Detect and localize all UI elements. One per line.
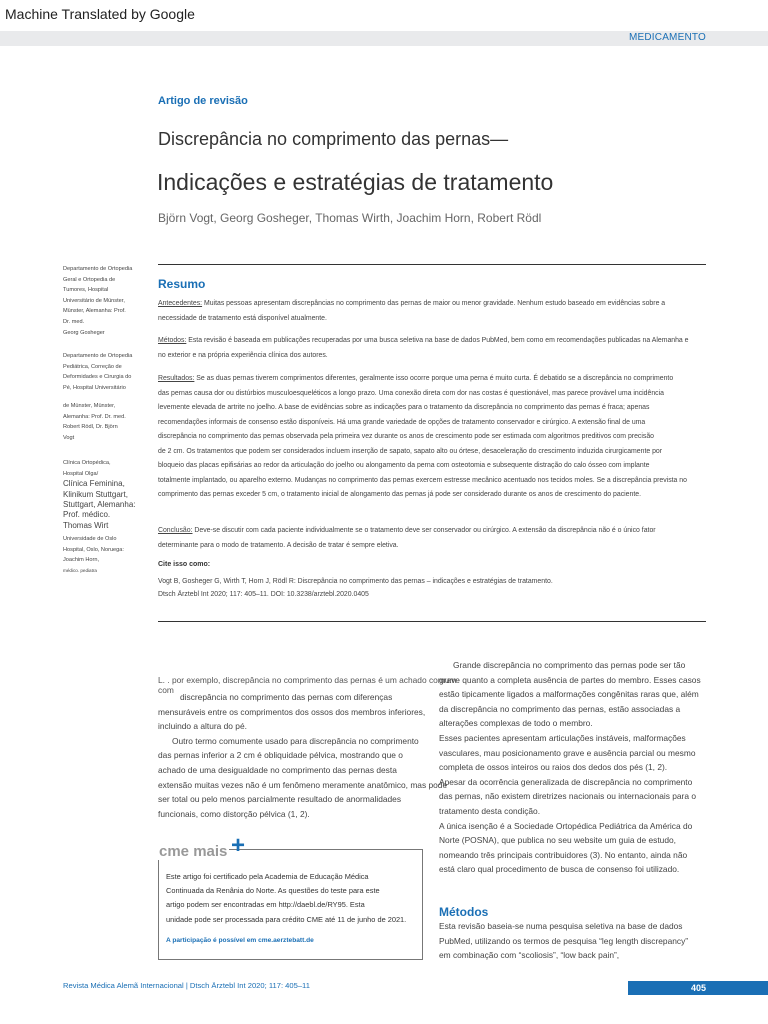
authors: Björn Vogt, Georg Gosheger, Thomas Wirth, Joachim Horn, Robert Rödl [158, 211, 542, 225]
affiliation-line: Vogt [63, 434, 75, 441]
body-line: alterações complexas de todo o membro. [439, 718, 593, 729]
abstract-line: no exterior e na própria experiência clínica dos autores. [158, 351, 328, 359]
divider-top [158, 264, 706, 265]
title-line-2: Indicações e estratégias de tratamento [157, 169, 554, 195]
body-line: vasculares, mau posicionamento grave e ausência parcial ou mesmo [439, 747, 696, 758]
body-line: funcionais, como distorção pélvica (1, 2). [158, 808, 310, 819]
cite-heading: Cite isso como: [158, 561, 211, 568]
body-line: mensuráveis entre os comprimentos dos ossos dos membros inferiores, [158, 706, 426, 717]
body-line: achado de uma desigualdade no comprimento das pernas desta [158, 764, 397, 775]
affiliation-line: médico. pediatra [63, 567, 97, 573]
section-tag: MEDICAMENTO [628, 32, 706, 43]
abstract-line: bloqueio das placas epifisárias ao redor da articulação do joelho ou alongamento da perna com osteotomia e subsequente distração do calo ósseo com implante [158, 462, 650, 469]
body-line: completa de ossos inteiros ou raios dos dedos dos pés (1, 2). [439, 762, 668, 773]
body-line: ser total ou pelo menos parcialmente resultado de anormalidades [158, 794, 402, 805]
affiliation-1 [63, 264, 143, 338]
affiliation-3 [63, 401, 143, 443]
affiliation-line: Klinikum Stuttgart, [63, 489, 128, 499]
results-label: Resultados: [158, 375, 195, 382]
abstract-line: recomendações informais de consenso estão disponíveis. Há uma grande variedade de opções de tratamento conservador e cirúrgico. A extensão final de uma [158, 418, 646, 426]
affiliation-line: Geral e Ortopedia de [63, 276, 116, 283]
body-line: A única isenção é a Sociedade Ortopédica Pediátrica da América do [439, 820, 693, 831]
affiliation-line: Dr. med. [63, 318, 85, 325]
affiliation-line: Stuttgart, Alemanha: [63, 500, 136, 509]
body-line: tratamento desta condição. [439, 805, 541, 816]
methods-text [439, 919, 721, 963]
body-line: das pernas inferior a 2 cm é obliquidade pélvica, mostrando que o [158, 750, 403, 761]
cme-line: unidade pode ser processada para crédito CME até 11 de junho de 2021. [166, 914, 407, 924]
abstract-line: totalmente implantado, ou aparelho externo. Mudanças no comprimento das pernas exercem estresse mecânico acentuado nos tecidos moles. Se a discrepância prevista no [158, 476, 687, 484]
abstract-line: Deve-se discutir com cada paciente individualmente se o tratamento deve ser conservador ou cirúrgico. A extensão da discrepância não é o único fator [192, 527, 656, 534]
abstract-line: das pernas causa dor ou distúrbios musculoesqueléticos a longo prazo. Uma conexão direta com dor nas costas é questionável, mas parece provável uma incidência [158, 389, 664, 397]
affiliation-line: Münster, Alemanha: Prof. [63, 308, 126, 315]
cme-link[interactable]: A participação é possível em cme.aerztebatt.de [166, 937, 314, 944]
body-line: discrepância no comprimento das pernas com diferenças [180, 692, 393, 702]
affiliation-line: Hospital, Oslo, Noruega: [63, 546, 124, 553]
affiliation-line: Pediátrica, Correção de [63, 363, 122, 370]
abstract-heading: Resumo [158, 277, 206, 291]
methods-heading: Métodos [439, 905, 489, 919]
page-number: 405 [690, 983, 706, 993]
body-line: Outro termo comumente usado para discrepância no comprimento [172, 735, 419, 746]
abstract-background [158, 297, 706, 326]
footer-journal: Revista Médica Alemã Internacional | Dtsch Ärztebl Int 2020; 117: 405–11 [63, 981, 310, 990]
body-line: Norte (POSNA), que publica no seu website um guia de estudo, [439, 835, 676, 846]
abstract-line: Se as duas pernas tiverem comprimentos diferentes, geralmente isso ocorre porque uma perna é muito curta. É debatido se a discrepância no comprimento [194, 375, 674, 382]
cme-line: Este artigo foi certificado pela Academia de Educação Médica [166, 872, 369, 881]
citation-line: Vogt B, Gosheger G, Wirth T, Horn J, Rödl R: Discrepância no comprimento das pernas – indicações e estratégias de tratamento. [158, 578, 553, 585]
affiliation-4 [63, 458, 143, 531]
abstract-line: determinante para o modo de tratamento. A decisão de tratar é sempre eletiva. [158, 541, 399, 549]
body-line: Esses pacientes apresentam articulações instáveis, malformações [439, 732, 686, 743]
body-line: Apesar da ocorrência generalizada de discrepância no comprimento [439, 776, 693, 787]
affiliation-line: Pé, Hospital Universitário [63, 384, 126, 391]
plus-icon: + [231, 832, 246, 859]
affiliation-line: Universidade de Oslo [63, 536, 117, 542]
affiliation-line: Tumores, Hospital [63, 287, 109, 294]
abstract-line: levemente elevada de artrite no joelho. A base de evidências sobre as indicações para o tratamento da discrepância no comprimento das pernas é fraca; apenas [158, 404, 650, 411]
affiliation-5 [63, 534, 143, 576]
affiliation-line: Hospital Olga/ [63, 470, 99, 477]
affiliation-line: Universitário de Münster, [63, 297, 125, 304]
affiliation-line: Joachim Horn, [63, 557, 100, 564]
body-line: PubMed, utilizando os termos de pesquisa “leg length discrepancy” [439, 935, 689, 946]
translation-banner: Machine Translated by Google [5, 6, 195, 22]
title-line-1: Discrepância no comprimento das pernas— [158, 129, 509, 149]
affiliation-line: Departamento de Ortopedia [63, 353, 133, 359]
conclusion-label: Conclusão: [158, 527, 193, 534]
cme-line: artigo podem ser encontradas em http://daebl.de/RY95. Esta [166, 900, 365, 910]
right-column-text [439, 658, 721, 877]
divider-mid [158, 621, 706, 622]
affiliation-line: Thomas Wirt [63, 520, 109, 530]
affiliation-line: Georg Gosheger [63, 329, 105, 336]
affiliation-2 [63, 351, 143, 393]
affiliation-line: Deformidades e Cirurgia do [63, 374, 132, 381]
abstract-line: discrepância no comprimento das pernas observada pela primeira vez durante os anos de crescimento pode ser estimada com algoritmos preditivos com precisão [158, 433, 654, 440]
abstract-line: necessidade de tratamento está disponível atualmente. [158, 314, 327, 322]
cme-logo: cme mais [159, 843, 228, 860]
body-line: grave quanto a completa ausência de partes do membro. Esses casos [439, 674, 701, 685]
abstract-line: comprimento das pernas exceder 5 cm, o tratamento inicial de alongamento das pernas já pode ser considerado durante os anos de crescimento do paciente. [158, 491, 642, 498]
affiliation-line: Alemanha: Prof. Dr. med. [63, 413, 126, 420]
body-line: incluindo a altura do pé. [158, 721, 247, 732]
body-line: Esta revisão baseia-se numa pesquisa seletiva na base de dados [439, 921, 683, 931]
citation-line: Dtsch Ärztebl Int 2020; 117: 405–11. DOI: 10.3238/arztebl.2020.0405 [158, 591, 369, 598]
abstract-conclusion [158, 524, 706, 553]
body-line: das pernas, não existem diretrizes nacionais ou internacionais para o [439, 791, 696, 802]
citation [158, 575, 706, 601]
article-type: Artigo de revisão [158, 95, 248, 107]
affiliation-line: de Münster, Münster, [63, 403, 116, 409]
cme-line: Continuada da Renânia do Norte. As questões do teste para este [166, 886, 380, 896]
body-line: extensão muitas vezes não é um fenômeno meramente anatômico, mas pode [158, 779, 448, 790]
body-line: nomeando três principais contribuidores (3). No entanto, ainda não [439, 849, 688, 860]
body-line: estão tipicamente ligados a malformações congênitas raras que, além [439, 689, 699, 700]
abstract-line: de 2 cm. Os tratamentos que podem ser considerados incluem inserção de sapato, sapato alto ou órtese, desaceleração do crescimento induzida cirurgicamente por [158, 447, 663, 455]
abstract-methods [158, 334, 706, 363]
left-column-text [158, 690, 448, 821]
body-line: em combinação com “scoliosis”, “low back pain”, [439, 950, 620, 961]
affiliation-line: Departamento de Ortopedia [63, 266, 133, 272]
body-line: está claro qual procedimento de busca de consenso foi utilizado. [439, 864, 680, 875]
body-line: da discrepância no comprimento das pernas, estão associadas a [439, 703, 681, 714]
affiliation-line: Clínica Feminina, [63, 479, 125, 489]
affiliation-line: Prof. médico. [63, 510, 111, 520]
affiliation-line: Robert Rödl, Dr. Björn [63, 424, 118, 431]
abstract-results [158, 372, 706, 503]
affiliation-line: Clínica Ortopédica, [63, 460, 111, 466]
left-column-overlap-line: L. . por exemplo, discrepância no comprimento das pernas é um achado comum com [158, 675, 457, 695]
abstract-line: Muitas pessoas apresentam discrepâncias no comprimento das pernas de maior ou menor gravidade. Nenhum estudo baseado em evidências sobre a [202, 300, 666, 307]
cme-text [166, 870, 436, 927]
methods-label: Métodos: [158, 337, 187, 344]
abstract-line: Esta revisão é baseada em publicações recuperadas por uma busca seletiva na base de dados PubMed, bem como em recomendações publicadas na Alemanha e [186, 337, 689, 344]
body-line: Grande discrepância no comprimento das pernas pode ser tão [453, 660, 686, 670]
background-label: Antecedentes: [158, 300, 203, 307]
